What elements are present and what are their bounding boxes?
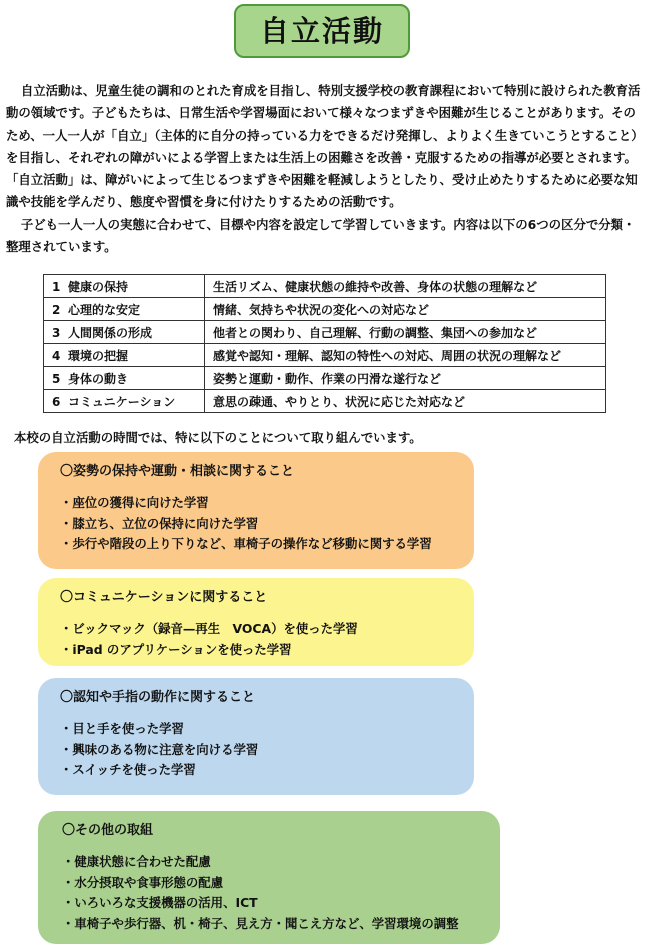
table-row xyxy=(44,390,606,413)
intro-paragraph-1: 自立活動は、児童生徒の調和のとれた育成を目指し、特別支援学校の教育課程において特別に設けられた教育活動の領域です。子どもたちは、日常生活や学習場面において様々なつまずきや困難が生じることがあります。そのため、一人一人が「自立」（主体的に自分の持っている力をできるだけ発揮し、よりよく生きていこうとすること）を目指し、それぞれの障がいによる学習上または生活上の困難さを改善・克服するための指導が必要とされます。「自立活動」は、障がいによって生じるつまずきや困難を軽減しようとしたり、受け止めたりするために必要な知識や技能を学んだり、態度や習慣を身に付けたりするための活動です。 xyxy=(6,83,644,210)
intro-paragraph-2: 子ども一人一人の実態に合わせて、目標や内容を設定して学習していきます。内容は以下の6つの区分で分類・整理されています。 xyxy=(6,216,636,255)
list-item: ・膝立ち、立位の保持に向けた学習 xyxy=(60,515,259,531)
list-item: ・車椅子や歩行器、机・椅子、見え方・聞こえ方など、学習環境の調整 xyxy=(62,915,459,931)
list-item: ・スイッチを使った学習 xyxy=(60,762,196,777)
other-efforts-box xyxy=(38,811,500,944)
area-name-cell xyxy=(44,367,205,390)
page-title: 自立活動 xyxy=(234,4,410,58)
area-name-cell xyxy=(44,344,205,367)
area-name-cell xyxy=(44,321,205,344)
area-desc: 情緒、気持ちや状況の変化への対応など xyxy=(205,298,606,321)
box-list xyxy=(60,719,474,781)
area-name: 身体の動き xyxy=(68,371,129,386)
area-desc: 感覚や認知・理解、認知の特性への対応、周囲の状況の理解など xyxy=(205,344,606,367)
communication-box xyxy=(38,578,474,666)
area-number: 3 xyxy=(52,325,61,340)
table-row xyxy=(44,344,606,367)
table-row xyxy=(44,367,606,390)
area-name: コミュニケーション xyxy=(68,394,176,409)
area-desc: 生活リズム、健康状態の維持や改善、身体の状態の理解など xyxy=(205,275,606,298)
box-list xyxy=(62,852,500,934)
table-row xyxy=(44,298,606,321)
list-item: ・ビックマック（録音—再生 VOCA）を使った学習 xyxy=(60,621,358,636)
list-item: ・座位の獲得に向けた学習 xyxy=(60,495,209,510)
list-item: ・目と手を使った学習 xyxy=(60,721,184,736)
box-heading: 〇認知や手指の動作に関すること xyxy=(60,690,256,705)
area-number: 1 xyxy=(52,279,61,294)
area-name-cell xyxy=(44,390,205,413)
box-list xyxy=(60,493,474,555)
intro-text xyxy=(6,80,644,258)
area-number: 5 xyxy=(52,371,61,386)
area-number: 2 xyxy=(52,302,61,317)
posture-movement-box xyxy=(38,452,474,569)
area-name: 心理的な安定 xyxy=(68,302,141,317)
area-number: 6 xyxy=(52,394,61,409)
box-heading: 〇コミュニケーションに関すること xyxy=(60,590,268,605)
areas-table xyxy=(43,274,606,413)
area-desc: 他者との関わり、自己理解、行動の調整、集団への参加など xyxy=(205,321,606,344)
list-item: ・歩行や階段の上り下りなど、車椅子の操作など移動に関する学習 xyxy=(60,536,432,551)
area-desc: 姿勢と運動・動作、作業の円滑な遂行など xyxy=(205,367,606,390)
area-name: 環境の把握 xyxy=(68,348,129,363)
list-item: ・水分摂取や食事形態の配慮 xyxy=(62,874,224,890)
list-item: ・健康状態に合わせた配慮 xyxy=(62,854,211,869)
lead-text: 本校の自立活動の時間では、特に以下のことについて取り組んでいます。 xyxy=(14,430,422,445)
box-list xyxy=(60,619,474,660)
area-desc: 意思の疎通、やりとり、状況に応じた対応など xyxy=(205,390,606,413)
area-name: 健康の保持 xyxy=(68,279,129,294)
table-row xyxy=(44,275,606,298)
area-name-cell xyxy=(44,298,205,321)
list-item: ・いろいろな支援機器の活用、ICT xyxy=(62,895,258,910)
area-name: 人間関係の形成 xyxy=(68,325,153,340)
cognition-hand-box xyxy=(38,678,474,795)
list-item: ・iPad のアプリケーションを使った学習 xyxy=(60,641,292,657)
area-name-cell xyxy=(44,275,205,298)
box-heading: 〇姿勢の保持や運動・相談に関すること xyxy=(60,464,295,479)
table-row xyxy=(44,321,606,344)
area-number: 4 xyxy=(52,348,61,363)
list-item: ・興味のある物に注意を向ける学習 xyxy=(60,741,259,757)
box-heading: 〇その他の取組 xyxy=(62,823,154,838)
